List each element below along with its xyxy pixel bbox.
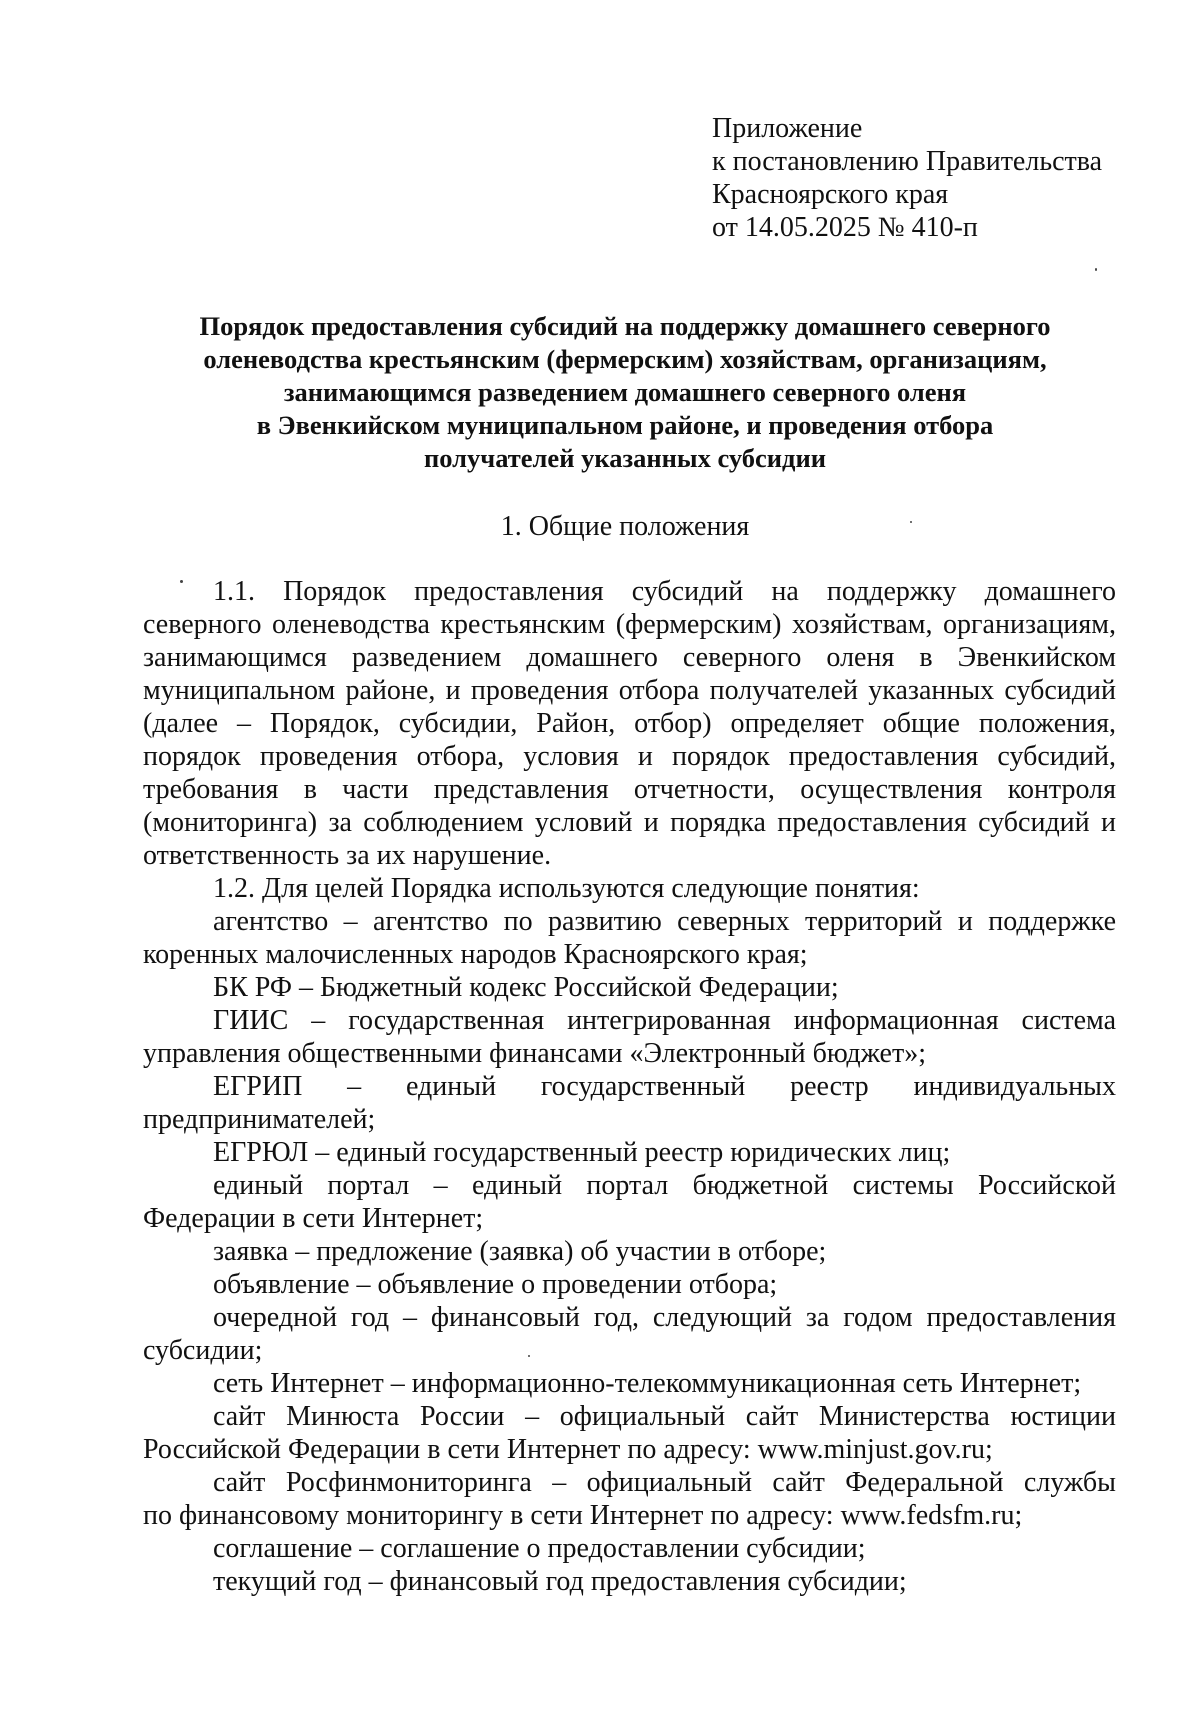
body-line: субсидии;	[143, 1335, 263, 1366]
appendix-line: Красноярского края	[712, 179, 949, 210]
body-line: управления общественными финансами «Электронный бюджет»;	[143, 1038, 927, 1069]
body-line: Российской Федерации в сети Интернет по адресу: www.minjust.gov.ru;	[143, 1434, 993, 1465]
body-line: сайт Росфинмониторинга – официальный сайт Федеральной службы	[213, 1467, 1116, 1498]
title-line: Порядок предоставления субсидий на поддержку домашнего северного	[199, 311, 1051, 341]
scan-speck	[1095, 268, 1097, 271]
scan-speck	[180, 580, 183, 583]
body-line: агентство – агентство по развитию северных территорий и поддержке	[213, 906, 1116, 937]
body-line: (далее – Порядок, субсидии, Район, отбор) определяет общие положения,	[143, 708, 1116, 739]
body-line: текущий год – финансовый год предоставления субсидии;	[213, 1566, 907, 1597]
body-line: северного оленеводства крестьянским (фермерским) хозяйствам, организациям,	[143, 609, 1116, 640]
document-body	[143, 575, 1116, 1598]
body-line: ЕГРЮЛ – единый государственный реестр юридических лиц;	[213, 1137, 951, 1168]
body-line: заявка – предложение (заявка) об участии в отборе;	[213, 1236, 827, 1267]
body-line: ГИИС – государственная интегрированная информационная система	[213, 1005, 1116, 1036]
scan-speck	[910, 521, 912, 523]
title-line: занимающимся разведением домашнего северного оленя	[283, 377, 967, 407]
title-line: оленеводства крестьянским (фермерским) хозяйствам, организациям,	[203, 344, 1047, 374]
body-line: Федерации в сети Интернет;	[143, 1203, 484, 1234]
body-line: единый портал – единый портал бюджетной системы Российской	[213, 1170, 1116, 1201]
body-line: требования в части представления отчетности, осуществления контроля	[143, 774, 1116, 805]
section-heading: 1. Общие положения	[500, 511, 750, 542]
body-line: БК РФ – Бюджетный кодекс Российской Федерации;	[213, 972, 839, 1003]
document-title	[130, 310, 1120, 475]
body-line: 1.1. Порядок предоставления субсидий на поддержку домашнего	[213, 576, 1116, 607]
body-line: коренных малочисленных народов Красноярского края;	[143, 939, 808, 970]
body-line: по финансовому мониторингу в сети Интернет по адресу: www.fedsfm.ru;	[143, 1500, 1023, 1531]
body-line: (мониторинга) за соблюдением условий и порядка предоставления субсидий и	[143, 807, 1116, 838]
title-line: в Эвенкийском муниципальном районе, и проведения отбора	[256, 410, 994, 440]
body-line: ЕГРИП – единый государственный реестр индивидуальных	[213, 1071, 1116, 1102]
body-line: соглашение – соглашение о предоставлении субсидии;	[213, 1533, 866, 1564]
body-line: сеть Интернет – информационно-телекоммуникационная сеть Интернет;	[213, 1368, 1082, 1399]
body-line: муниципальном районе, и проведения отбора получателей указанных субсидий	[143, 675, 1116, 706]
scan-speck	[528, 1355, 530, 1357]
appendix-header	[712, 112, 1102, 244]
appendix-line: от 14.05.2025 № 410-п	[712, 212, 978, 243]
body-line: порядок проведения отбора, условия и порядок предоставления субсидий,	[143, 741, 1116, 772]
body-line: 1.2. Для целей Порядка используются следующие понятия:	[213, 873, 920, 904]
body-line: занимающимся разведением домашнего северного оленя в Эвенкийском	[143, 642, 1116, 673]
title-line: получателей указанных субсидии	[423, 443, 826, 473]
appendix-line: к постановлению Правительства	[712, 146, 1103, 177]
body-line: предпринимателей;	[143, 1104, 376, 1135]
body-line: объявление – объявление о проведении отбора;	[213, 1269, 778, 1300]
body-line: сайт Минюста России – официальный сайт Министерства юстиции	[213, 1401, 1116, 1432]
appendix-line: Приложение	[712, 113, 863, 144]
body-line: очередной год – финансовый год, следующий за годом предоставления	[213, 1302, 1116, 1333]
body-line: ответственность за их нарушение.	[143, 840, 552, 871]
